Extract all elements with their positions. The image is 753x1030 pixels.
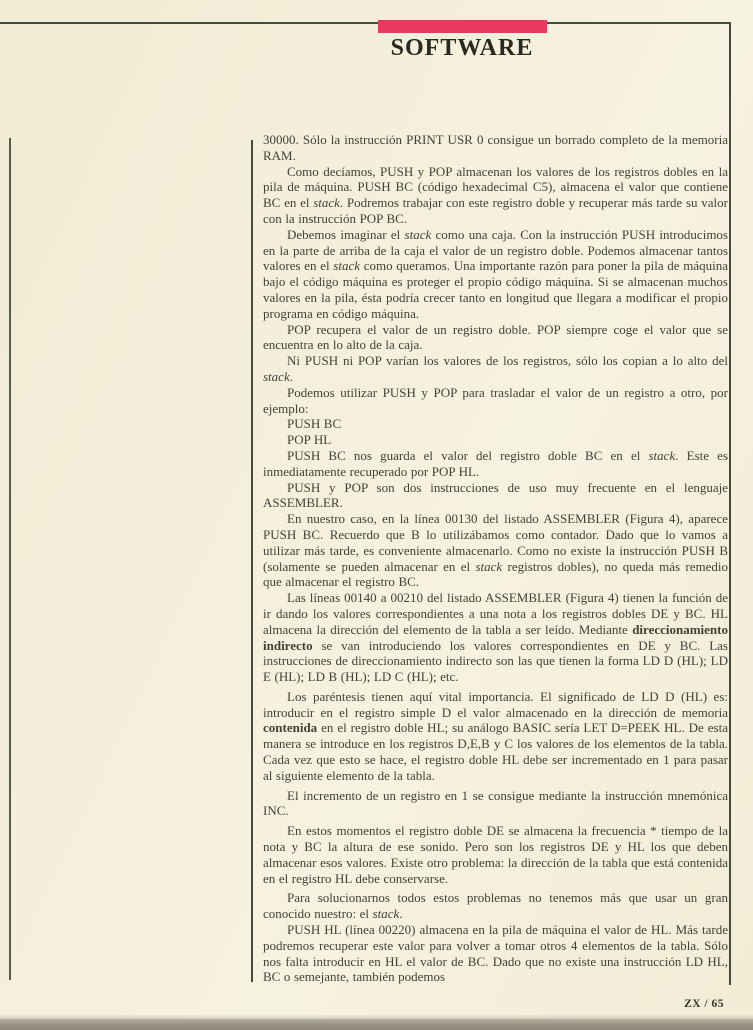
text-segment: . Podremos trabajar con este registro doble y recuperar más tarde su valor con la instrucción POP BC. — [263, 195, 728, 226]
paragraph — [263, 890, 728, 922]
text-segment: En nuestro caso, en la línea 00130 del listado ASSEMBLER (Figura 4), aparece PUSH BC. Recuerdo que B lo utilizábamos como contador. Dado que lo vamos a utilizar más tarde, es conveniente almacenarlo. Como no existe la instrucción PUSH B (solamente se pueden almacenar en el — [263, 511, 728, 574]
text-segment: Para solucionarnos todos estos problemas no tenemos más que usar un gran conocido nuestro: el — [263, 890, 728, 922]
text-segment: Debemos imaginar el — [287, 226, 405, 242]
text-segment: direccionamiento indirecto — [263, 621, 728, 653]
paragraph — [263, 788, 728, 820]
text-segment: . Este es inmediatamente recuperado por POP HL. — [263, 447, 729, 479]
text-segment: como queramos. Una importante razón para poner la pila de máquina bajo el código máquina es proteger el propio código máquina. Si se almacenan muchos valores en la pila, ésta podría crecer tanto en longitud que llegara a modificar el propio programa en código máquina. — [263, 258, 729, 321]
paragraph — [263, 322, 728, 354]
text-segment: Como decíamos, PUSH y POP almacenan los valores de los registros dobles en la pila de máquina. PUSH BC (código hexadecimal C5), almacena el valor que contiene BC en el — [263, 163, 728, 211]
text-segment: 30000. Sólo la instrucción PRINT USR 0 consigue un borrado completo de la memoria RAM. — [263, 132, 728, 163]
text-segment: stack — [372, 906, 400, 922]
text-segment: stack — [263, 368, 290, 384]
text-segment: Los paréntesis tienen aquí vital importancia. El significado de LD D (HL) es: introducir en el registro simple D el valor almacenado en la dirección de memoria — [263, 688, 728, 720]
text-segment: Ni PUSH ni POP varían los valores de los registros, sólo los copian a lo alto del — [287, 353, 728, 369]
paragraph — [263, 385, 728, 417]
code-line — [263, 416, 728, 432]
page-bottom-shadow — [0, 1019, 753, 1030]
text-segment: En estos momentos el registro doble DE se almacena la frecuencia * tiempo de la nota y BC la altura de ese sonido. Pero son los registros DE y HL los que deben almacenar esos valores. Existe otro problema: la dirección de la tabla que está contenida en el registro HL debe conservarse. — [263, 823, 728, 886]
text-segment: registros dobles), no queda más remedio que almacenar el registro BC. — [263, 558, 728, 590]
paragraph — [263, 353, 728, 385]
text-segment: El incremento de un registro en 1 se consigue mediante la instrucción mnemónica INC. — [263, 787, 728, 819]
header-accent-bar — [378, 20, 547, 33]
right-column-rule — [729, 22, 731, 985]
paragraph — [263, 164, 728, 227]
left-edge-rule — [9, 138, 11, 980]
text-segment: POP recupera el valor de un registro doble. POP siempre coge el valor que se encuentra en lo alto de la caja. — [263, 321, 728, 353]
page-number: ZX / 65 — [684, 998, 724, 1010]
text-segment: . — [289, 368, 293, 384]
text-segment: Podemos utilizar PUSH y POP para trasladar el valor de un registro a otro, por ejemplo: — [263, 384, 728, 416]
code-line — [263, 432, 728, 448]
paragraph — [263, 132, 728, 164]
article-text-column — [263, 132, 728, 985]
top-rule — [0, 22, 730, 24]
paragraph — [263, 480, 728, 512]
text-segment: stack — [313, 195, 340, 211]
text-segment: contenida — [263, 720, 318, 736]
text-segment: Las líneas 00140 a 00210 del listado ASSEMBLER (Figura 4) tienen la función de ir dando los valores correspondientes a una nota a los registros dobles DE y BC. HL almacena la dirección del elemento de la tabla a ser leído. Mediante — [263, 590, 728, 637]
text-segment: se van introduciendo los valores correspondientes en DE y BC. Las instrucciones de direccionamiento indirecto son las que tienen la forma LD D (HL); LD E (HL); LD B (HL); LD C (HL); etc. — [263, 637, 728, 685]
paragraph — [263, 511, 728, 590]
text-segment: stack — [648, 447, 676, 463]
text-column-rule — [251, 140, 253, 982]
page-title: SOFTWARE — [390, 35, 534, 61]
paragraph — [263, 689, 728, 784]
paragraph — [263, 227, 728, 322]
text-segment: POP HL — [287, 432, 332, 448]
text-segment: PUSH y POP son dos instrucciones de uso muy frecuente en el lenguaje ASSEMBLER. — [263, 479, 728, 511]
paragraph — [263, 590, 728, 685]
text-segment: . — [399, 906, 403, 922]
paragraph — [263, 823, 728, 886]
text-segment: en el registro doble HL; su análogo BASIC sería LET D=PEEK HL. De esta manera se introduce en los registros D,E,B y C los valores de los elementos de la tabla. Cada vez que esto se hace, el registro doble HL debe ser incrementado en 1 para pasar al siguiente elemento de la tabla. — [263, 720, 728, 783]
text-segment: stack — [404, 226, 432, 242]
text-segment: PUSH BC nos guarda el valor del registro doble BC en el — [287, 447, 649, 463]
text-segment: PUSH BC — [287, 416, 342, 432]
text-segment: PUSH HL (línea 00220) almacena en la pila de máquina el valor de HL. Más tarde podremos recuperar este valor para volver a tomar otros 4 elementos de la tabla. Sólo nos falta introducir en HL el valor de BC. Dado que no existe una instrucción LD HL, BC o semejante, también podemos — [263, 922, 728, 985]
paragraph — [263, 922, 728, 985]
text-segment: stack — [475, 558, 503, 574]
text-segment: stack — [333, 258, 360, 274]
text-segment: como una caja. Con la instrucción PUSH introducimos en la parte de arriba de la caja el valor de un registro doble. Podemos almacenar tantos valores en el — [263, 226, 728, 274]
paragraph — [263, 448, 728, 480]
